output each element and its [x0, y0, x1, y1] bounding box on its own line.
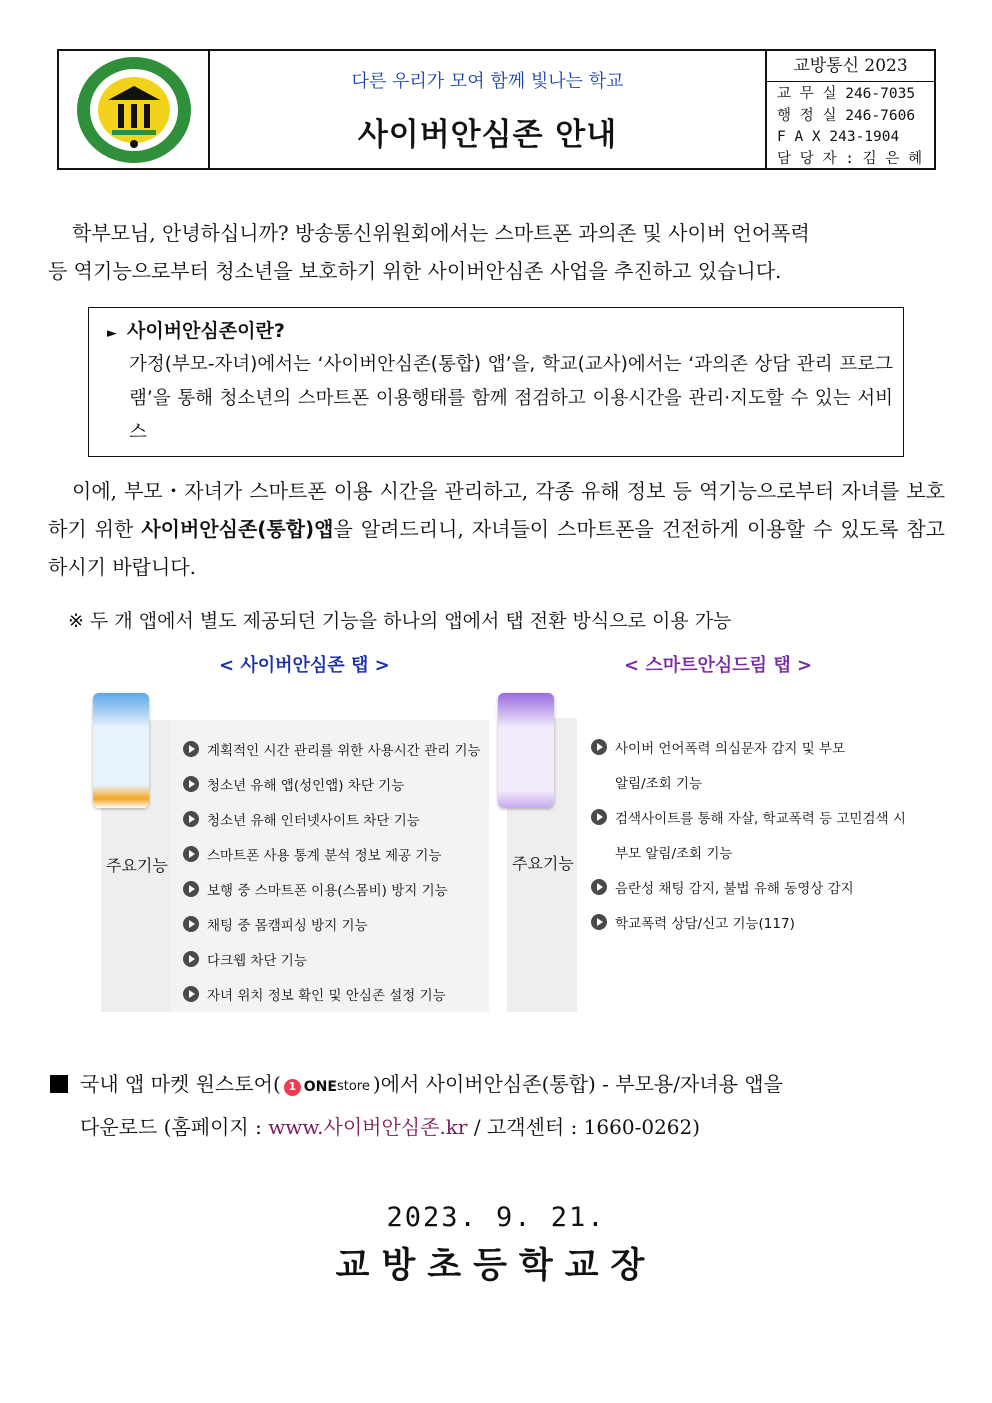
notice-paragraph — [48, 472, 945, 586]
definition-box — [88, 307, 904, 457]
cyber-safezone-tab-title: < 사이버안심존 탭 > — [219, 655, 390, 676]
feature-item: 학교폭력 상담/신고 기능(117) — [591, 912, 795, 932]
play-bullet-icon — [183, 846, 199, 862]
feature-item: 다크웹 차단 기능 — [183, 949, 307, 969]
play-bullet-icon — [591, 739, 607, 755]
side-label: 주요기능 — [512, 854, 574, 873]
play-bullet-icon — [591, 914, 607, 930]
definition-body: 가정(부모-자녀)에서는 ‘사이버안심존(통합) 앱’을, 학교(교사)에서는 ‘과의존 상담 관리 프로그램’을 통해 청소년의 스마트폰 이용행태를 함께 점검하고 이용시간을 관리·지도할 수 있는 서비스 — [129, 354, 893, 443]
app-name: 사이버안심존(통합)앱 — [141, 517, 334, 541]
app-screenshot-right — [498, 693, 554, 808]
contact-line: 행 정 실 246-7606 — [777, 107, 916, 124]
play-bullet-icon — [183, 811, 199, 827]
intro-line: 학부모님, 안녕하십니까? 방송통신위원회에서는 스마트폰 과의존 및 사이버 언어폭력 — [72, 221, 810, 245]
feature-item: 사이버 언어폭력 의심문자 감지 및 부모 — [591, 737, 845, 757]
school-logo — [74, 54, 194, 166]
app-screenshot-left — [93, 693, 149, 808]
info-cell — [767, 51, 934, 168]
play-bullet-icon — [183, 881, 199, 897]
play-bullet-icon — [183, 741, 199, 757]
definition-heading: ► 사이버안심존이란? — [107, 320, 285, 342]
feature-item-continued: 부모 알림/조회 기능 — [615, 846, 733, 862]
header-table — [57, 49, 936, 170]
tab-note: ※ 두 개 앱에서 별도 제공되던 기능을 하나의 앱에서 탭 전환 방식으로 이용 가능 — [68, 610, 732, 632]
contact-line: 담 당 자 : 김 은 혜 — [777, 150, 923, 167]
play-bullet-icon — [183, 776, 199, 792]
side-label: 주요기능 — [106, 856, 168, 875]
document-date: 2023. 9. 21. — [386, 1202, 606, 1233]
homepage-link[interactable]: www.사이버안심존.kr — [268, 1115, 468, 1139]
contact-list — [767, 82, 934, 170]
issue-label: 교방통신 2023 — [767, 51, 934, 82]
feature-item: 검색사이트를 통해 자살, 학교폭력 등 고민검색 시 — [591, 807, 906, 827]
feature-item: 청소년 유해 인터넷사이트 차단 기능 — [183, 809, 420, 829]
play-bullet-icon — [183, 951, 199, 967]
title-cell — [210, 51, 767, 168]
feature-item: 보행 중 스마트폰 이용(스몸비) 방지 기능 — [183, 879, 448, 899]
school-motto: 다른 우리가 모여 함께 빛나는 학교 — [351, 71, 624, 92]
feature-item-continued: 알림/조회 기능 — [615, 776, 703, 792]
play-bullet-icon — [591, 809, 607, 825]
smart-safedream-tab-title: < 스마트안심드림 탭 > — [624, 655, 813, 676]
play-bullet-icon — [183, 986, 199, 1002]
feature-item: 계획적인 시간 관리를 위한 사용시간 관리 기능 — [183, 739, 481, 759]
contact-line: F A X 243-1904 — [777, 129, 900, 145]
contact-line: 교 무 실 246-7035 — [777, 86, 916, 102]
intro-paragraph — [48, 214, 945, 290]
square-bullet-icon — [50, 1075, 68, 1093]
feature-item: 청소년 유해 앱(성인앱) 차단 기능 — [183, 774, 404, 794]
feature-item: 스마트폰 사용 통계 분석 정보 제공 기능 — [183, 844, 441, 864]
feature-item: 자녀 위치 정보 확인 및 안심존 설정 기능 — [183, 984, 446, 1004]
intro-line: 등 역기능으로부터 청소년을 보호하기 위한 사이버안심존 사업을 추진하고 있습니다. — [48, 259, 782, 283]
right-feature-panel — [577, 718, 897, 1012]
school-logo-cell — [59, 51, 210, 168]
download-info: 국내 앱 마켓 원스토어( 1 ONE store )에서 사이버안심존(통합) - 부모용/자녀용 앱을 다운로드 (홈페이지 : www.사이버안심존.kr / 고객센터 : 1660-0262) — [50, 1064, 930, 1147]
notice-text: 이에, 부모・자녀가 스마트폰 이용 시간을 관리하고, 각종 유해 정보 등 역기능으로부터 자녀를 보호하기 위한 — [48, 479, 945, 541]
play-bullet-icon — [591, 879, 607, 895]
feature-item: 음란성 채팅 감지, 불법 유해 동영상 감지 — [591, 877, 854, 897]
play-bullet-icon — [183, 916, 199, 932]
notice-text: 을 알려드리니, 자녀들이 스마트폰을 건전하게 이용할 수 있도록 참고하시기 바랍니다. — [48, 517, 945, 579]
feature-item: 채팅 중 몸캠피싱 방지 기능 — [183, 914, 368, 934]
onestore-logo: 1 ONE store — [284, 1067, 370, 1107]
triangle-bullet-icon: ► — [107, 326, 117, 341]
page-title: 사이버안심존 안내 — [357, 117, 618, 153]
download-line2: 다운로드 (홈페이지 : www.사이버안심존.kr / 고객센터 : 1660-0262) — [80, 1115, 701, 1139]
principal-signature: 교방초등학교장 — [335, 1245, 657, 1286]
